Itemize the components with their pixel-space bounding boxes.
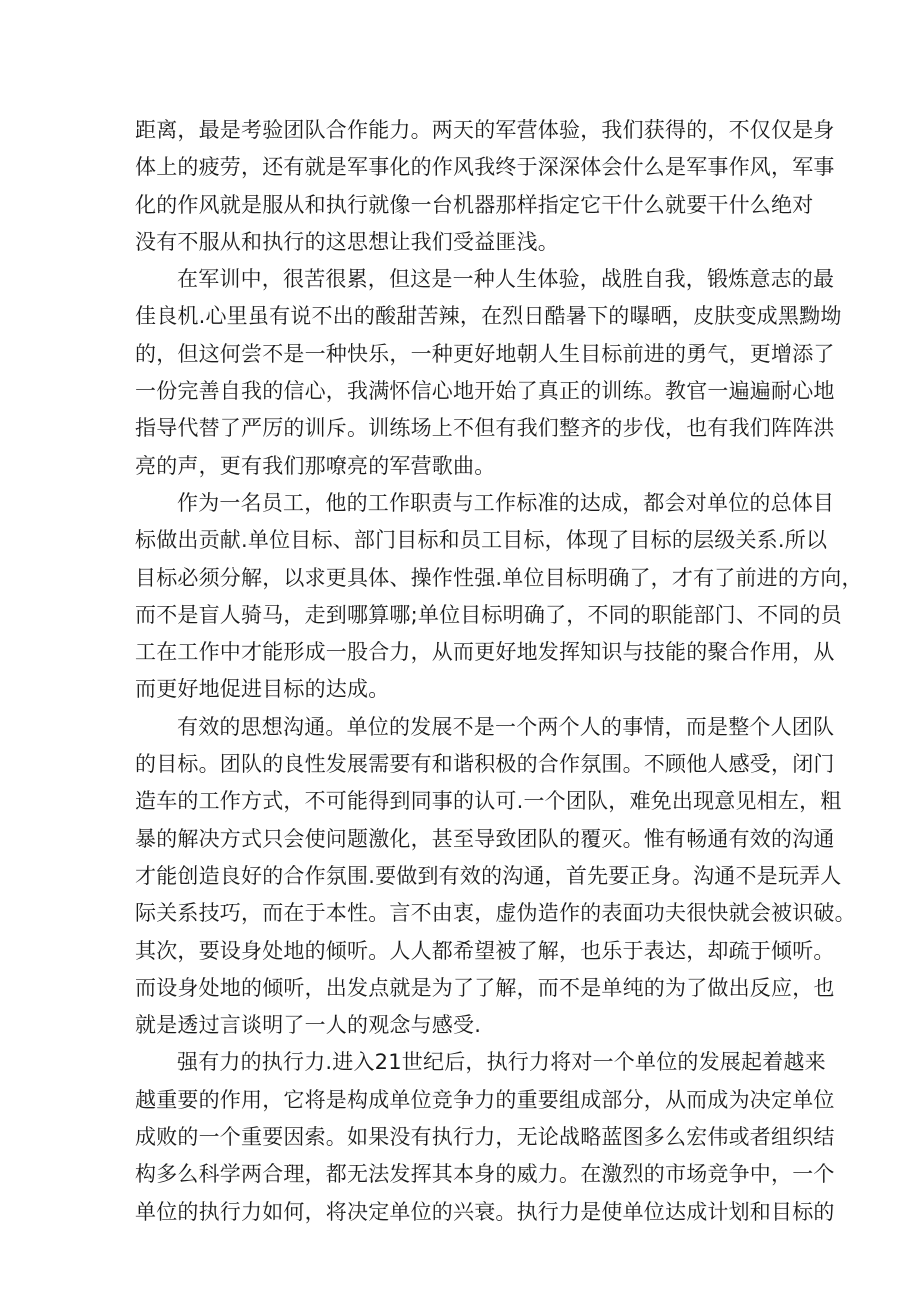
- text-line: 而设身处地的倾听，出发点就是为了了解，而不是单纯的为了做出反应，也: [135, 975, 835, 1000]
- text-line: 单位的执行力如何，将决定单位的兴衰。执行力是使单位达成计划和目标的: [135, 1199, 835, 1224]
- text-line: 际关系技巧，而在于本性。言不由衷，虚伪造作的表面功夫很快就会被识破。: [135, 901, 856, 926]
- text-line: 指导代替了严厉的训斥。训练场上不但有我们整齐的步伐，也有我们阵阵洪: [135, 416, 835, 441]
- text-line: 有效的思想沟通。单位的发展不是一个两个人的事情，而是整个人团队: [177, 714, 835, 739]
- paragraph-1: [135, 112, 835, 261]
- text-line: 没有不服从和执行的这思想让我们受益匪浅。: [135, 229, 559, 254]
- text-line: 体上的疲劳，还有就是军事化的作风我终于深深体会什么是军事作风，军事: [135, 155, 835, 180]
- text-line: 就是透过言谈明了一人的观念与感受.: [135, 1013, 482, 1038]
- text-line: 强有力的执行力.进入21世纪后，执行力将对一个单位的发展起着越来: [177, 1050, 826, 1075]
- paragraph-3: [135, 485, 863, 709]
- text-line: 才能创造良好的合作氛围.要做到有效的沟通，首先要正身。沟通不是玩弄人: [135, 863, 842, 888]
- text-line: 化的作风就是服从和执行就像一台机器那样指定它干什么就要干什么绝对: [135, 192, 814, 217]
- text-line: 目标必须分解，以求更具体、操作性强.单位目标明确了，才有了前进的方向，: [135, 565, 863, 590]
- text-line: 而不是盲人骑马，走到哪算哪;单位目标明确了，不同的职能部门、不同的员: [135, 602, 842, 627]
- paragraph-5: [135, 1044, 835, 1230]
- text-line: 成败的一个重要因索。如果没有执行力，无论战略蓝图多么宏伟或者组织结: [135, 1125, 835, 1150]
- text-line: 构多么科学两合理，都无法发挥其本身的威力。在激烈的市场竞争中，一个: [135, 1162, 835, 1187]
- text-line: 亮的声，更有我们那嘹亮的军营歌曲。: [135, 453, 496, 478]
- text-line: 标做出贡献.单位目标、部门目标和员工目标，体现了目标的层级关系.所以: [135, 528, 828, 553]
- text-line: 距离，最是考验团队合作能力。两天的军营体验，我们获得的，不仅仅是身: [135, 118, 835, 142]
- text-line: 越重要的作用，它将是构成单位竞争力的重要组成部分，从而成为决定单位: [135, 1087, 835, 1112]
- text-line: 一份完善自我的信心，我满怀信心地开始了真正的训练。教官一遍遍耐心地: [135, 379, 835, 404]
- text-line: 的，但这何尝不是一种快乐，一种更好地朝人生目标前进的勇气，更增添了: [135, 341, 835, 366]
- paragraph-4: [135, 709, 856, 1045]
- document-body: [135, 112, 863, 1231]
- text-line: 佳良机.心里虽有说不出的酸甜苦辣，在烈日酷暑下的曝晒，皮肤变成黑黝坳: [135, 304, 842, 329]
- text-line: 而更好地促进目标的达成。: [135, 677, 390, 702]
- text-line: 造车的工作方式，不可能得到同事的认可.一个团队，难免出现意见相左，粗: [135, 789, 842, 814]
- paragraph-2: [135, 261, 842, 485]
- text-line: 暴的解决方式只会使问题激化，甚至导致团队的覆灭。惟有畅通有效的沟通: [135, 826, 835, 851]
- text-line: 其次，要设身处地的倾听。人人都希望被了解，也乐于表达，却疏于倾听。: [135, 938, 835, 963]
- text-line: 工在工作中才能形成一股合力，从而更好地发挥知识与技能的聚合作用，从: [135, 640, 835, 665]
- text-line: 作为一名员工，他的工作职责与工作标准的达成，都会对单位的总体目: [177, 490, 835, 515]
- text-line: 的目标。团队的良性发展需要有和谐积极的合作氛围。不顾他人感受，闭门: [135, 752, 835, 777]
- text-line: 在军训中，很苦很累，但这是一种人生体验，战胜自我，锻炼意志的最: [177, 267, 835, 292]
